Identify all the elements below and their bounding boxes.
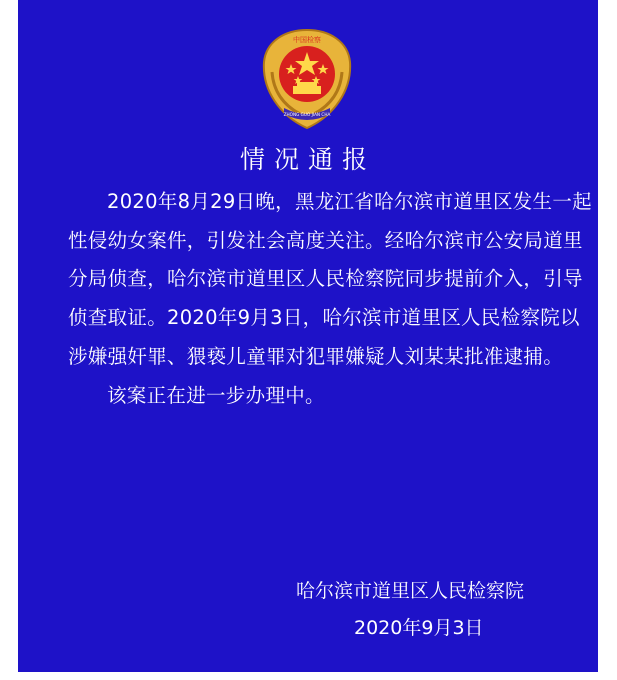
emblem-top-text: 中国检察 xyxy=(293,36,321,44)
procuratorate-emblem-icon xyxy=(260,28,354,130)
issuer-signature: 哈尔滨市道里区人民检察院 xyxy=(296,580,525,602)
notice-title: 情况通报 xyxy=(239,145,376,174)
emblem-bottom-text: ZHONG GUO JIAN CHA xyxy=(283,112,331,117)
notice-paragraph-1: 2020年8月29日晚，黑龙江省哈尔滨市道里区发生一起性侵幼女案件，引发社会高度关注。经哈尔滨市公安局道里分局侦查，哈尔滨市道里区人民检察院同步提前介入，引导侦查取证。2020年9月3日，哈尔滨市道里区人民检察院以涉嫌强奸罪、猥亵儿童罪对犯罪嫌疑人刘某某批准逮捕。 xyxy=(68,190,592,368)
notice-paragraph-2: 该案正在进一步办理中。 xyxy=(107,383,325,407)
notice-board xyxy=(18,0,598,672)
notice-body xyxy=(68,183,593,415)
issue-date: 2020年9月3日 xyxy=(354,617,484,639)
